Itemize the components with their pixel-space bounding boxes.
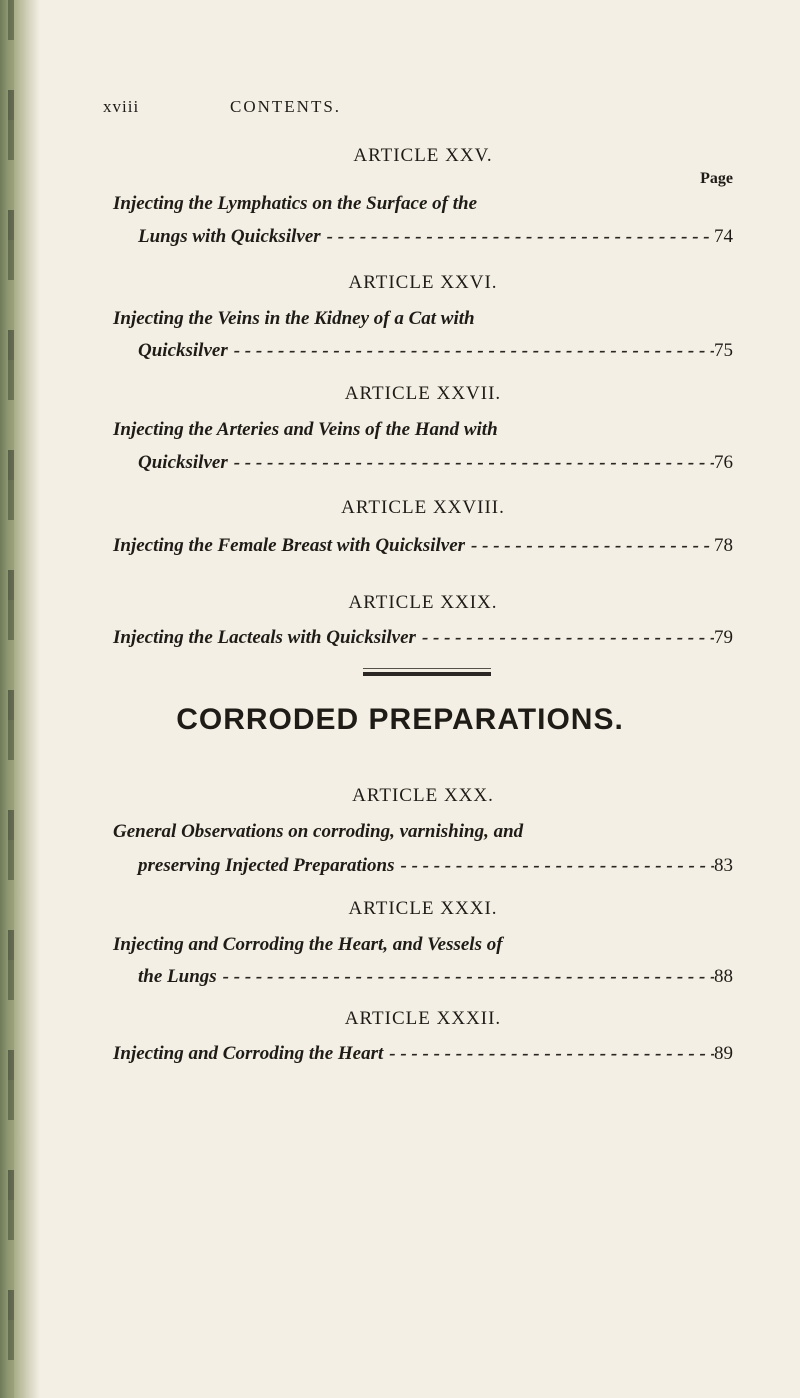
entry-title-line: Injecting the Arteries and Veins of the Hand with xyxy=(113,419,498,440)
dot-leader xyxy=(465,535,714,557)
article-heading: ARTICLE XXX. xyxy=(352,785,494,806)
article-heading: ARTICLE XXXII. xyxy=(344,1008,502,1029)
entry-title-line: Injecting the Lymphatics on the Surface of the xyxy=(113,193,477,214)
entry-title-line: Lungs with Quicksilver xyxy=(138,226,321,247)
dot-leader xyxy=(217,966,714,988)
entry-page-number: 74 xyxy=(714,226,733,247)
entry-title-line: Injecting the Lacteals with Quicksilver xyxy=(113,627,416,648)
article-heading: ARTICLE XXVI. xyxy=(348,272,498,293)
dot-leader xyxy=(416,627,714,649)
entry-leader-line xyxy=(113,1043,733,1065)
section-divider-rule xyxy=(363,672,491,676)
entry-page-number: 76 xyxy=(714,452,733,473)
entry-title-line: Injecting the Veins in the Kidney of a Cat with xyxy=(113,308,475,329)
entry-title-line: Injecting the Female Breast with Quicksilver xyxy=(113,535,466,556)
entry-leader-line xyxy=(113,966,733,988)
running-title: CONTENTS. xyxy=(230,97,342,116)
page-column-label: Page xyxy=(700,170,733,187)
entry-leader-line xyxy=(113,627,733,649)
dot-leader xyxy=(383,1043,714,1065)
entry-leader-line xyxy=(113,226,733,248)
entry-page-number: 75 xyxy=(714,340,733,361)
entry-title-line: General Observations on corroding, varnishing, and xyxy=(113,821,524,842)
entry-leader-line xyxy=(113,340,733,362)
running-head xyxy=(103,97,697,119)
article-heading: ARTICLE XXVII. xyxy=(344,383,502,404)
dot-leader xyxy=(395,855,715,877)
entry-page-number: 83 xyxy=(714,855,733,876)
entry-leader-line xyxy=(113,452,733,474)
entry-leader-line xyxy=(113,535,733,557)
article-heading: ARTICLE XXIX. xyxy=(348,592,498,613)
dot-leader xyxy=(228,452,714,474)
dot-leader xyxy=(321,226,714,248)
article-heading: ARTICLE XXXI. xyxy=(348,898,498,919)
entry-page-number: 88 xyxy=(714,966,733,987)
entry-leader-line xyxy=(113,855,733,877)
entry-page-number: 89 xyxy=(714,1043,733,1064)
entry-title-line: Injecting and Corroding the Heart xyxy=(113,1043,384,1064)
section-title: CORRODED PREPARATIONS. xyxy=(176,703,624,736)
page-binding-edge xyxy=(0,0,40,1398)
entry-title-line: Quicksilver xyxy=(138,452,228,473)
article-heading: ARTICLE XXVIII. xyxy=(341,497,505,518)
entry-title-line: the Lungs xyxy=(138,966,217,987)
entry-page-number: 78 xyxy=(714,535,733,556)
dot-leader xyxy=(228,340,714,362)
entry-title-line: Injecting and Corroding the Heart, and Vessels of xyxy=(113,934,503,955)
page-folio: xviii xyxy=(103,97,140,116)
entry-page-number: 79 xyxy=(714,627,733,648)
entry-title-line: preserving Injected Preparations xyxy=(138,855,395,876)
article-heading: ARTICLE XXV. xyxy=(353,145,493,166)
entry-title-line: Quicksilver xyxy=(138,340,228,361)
